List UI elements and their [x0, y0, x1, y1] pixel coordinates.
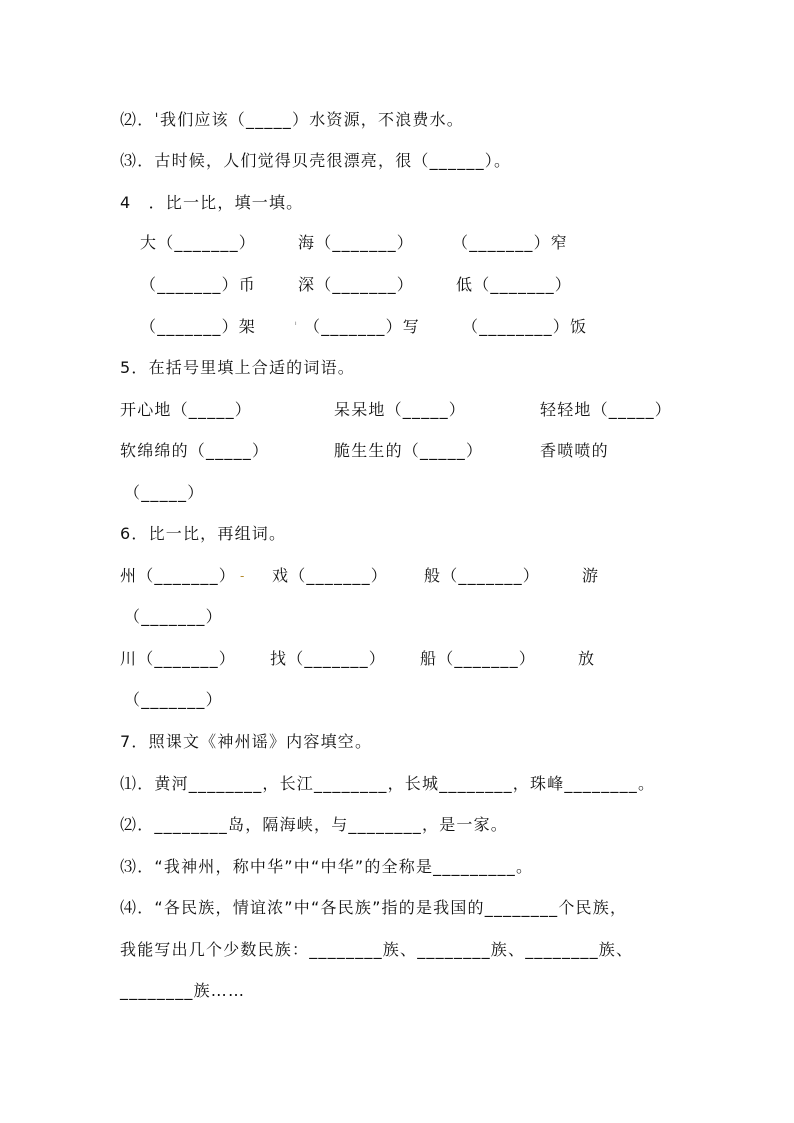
stray-dot-mark: ˈ [294, 320, 299, 334]
q5-item: 香喷喷的 [540, 441, 609, 460]
q4-item: （_______）架 [140, 317, 257, 336]
q6-row-1-wrap: （_______） [124, 607, 223, 626]
q6-row-1 [120, 563, 720, 589]
q7-item-1: ⑴．黄河________，长江________，长城________，珠峰________。 [120, 774, 656, 793]
q7-heading: 7．照课文《神州谣》内容填空。 [120, 732, 373, 751]
stray-dot-mark: - [240, 569, 246, 583]
q7-item-4-end: ________族…… [120, 981, 246, 1000]
q6-item: 川（_______） [120, 649, 237, 668]
q4-item: 海（_______） [298, 233, 415, 252]
q7-item-4: ⑷．“各民族，情谊浓”中“各民族”指的是我国的________个民族， [120, 898, 628, 917]
q4-heading: 4 ．比一比，填一填。 [120, 193, 304, 212]
q6-heading: 6．比一比，再组词。 [120, 524, 287, 543]
q4-item: 深（_______） [298, 275, 415, 294]
q4-row-3 [140, 314, 740, 340]
q5-item: 软绵绵的（_____） [120, 441, 270, 460]
q4-item: （________）饭 [462, 317, 588, 336]
q6-item: 般（_______） [424, 566, 541, 585]
q5-item: 呆呆地（_____） [334, 400, 467, 419]
q6-row-2-wrap: （_______） [124, 690, 223, 709]
q6-item: 戏（_______） [272, 566, 389, 585]
q5-item: 脆生生的（_____） [334, 441, 484, 460]
q7-item-2: ⑵．________岛，隔海峡，与________，是一家。 [120, 815, 509, 834]
q7-item-4-continued: 我能写出几个少数民族：________族、________族、________族、 [120, 940, 634, 959]
q5-item: 开心地（_____） [120, 400, 253, 419]
q4-row-1 [140, 230, 740, 256]
q7-item-3: ⑶．“我神州，称中华”中“中华”的全称是_________。 [120, 857, 534, 876]
q3-item-3: ⑶．古时候，人们觉得贝壳很漂亮，很（______）。 [120, 151, 512, 170]
q4-row-2 [140, 272, 740, 298]
q6-item: 找（_______） [270, 649, 387, 668]
q4-item: 低（_______） [456, 275, 573, 294]
q4-item: （_______）窄 [452, 233, 569, 252]
q6-row-2 [120, 646, 720, 672]
q6-item: 船（_______） [420, 649, 537, 668]
q6-item: 游 [582, 566, 600, 585]
q5-item: 轻轻地（_____） [540, 400, 673, 419]
q5-row-2 [120, 438, 720, 464]
q6-item: 放 [578, 649, 596, 668]
q5-row-1 [120, 397, 720, 423]
q4-item: 大（_______） [140, 233, 257, 252]
q5-heading: 5．在括号里填上合适的词语。 [120, 358, 355, 377]
q4-item: （_______）写 [304, 317, 421, 336]
q3-item-2: ⑵．ˈ我们应该（_____）水资源，不浪费水。 [120, 110, 464, 129]
q6-item: 州（_______） [120, 566, 237, 585]
q5-row-3: （_____） [124, 483, 205, 502]
q4-item: （_______）币 [140, 275, 257, 294]
